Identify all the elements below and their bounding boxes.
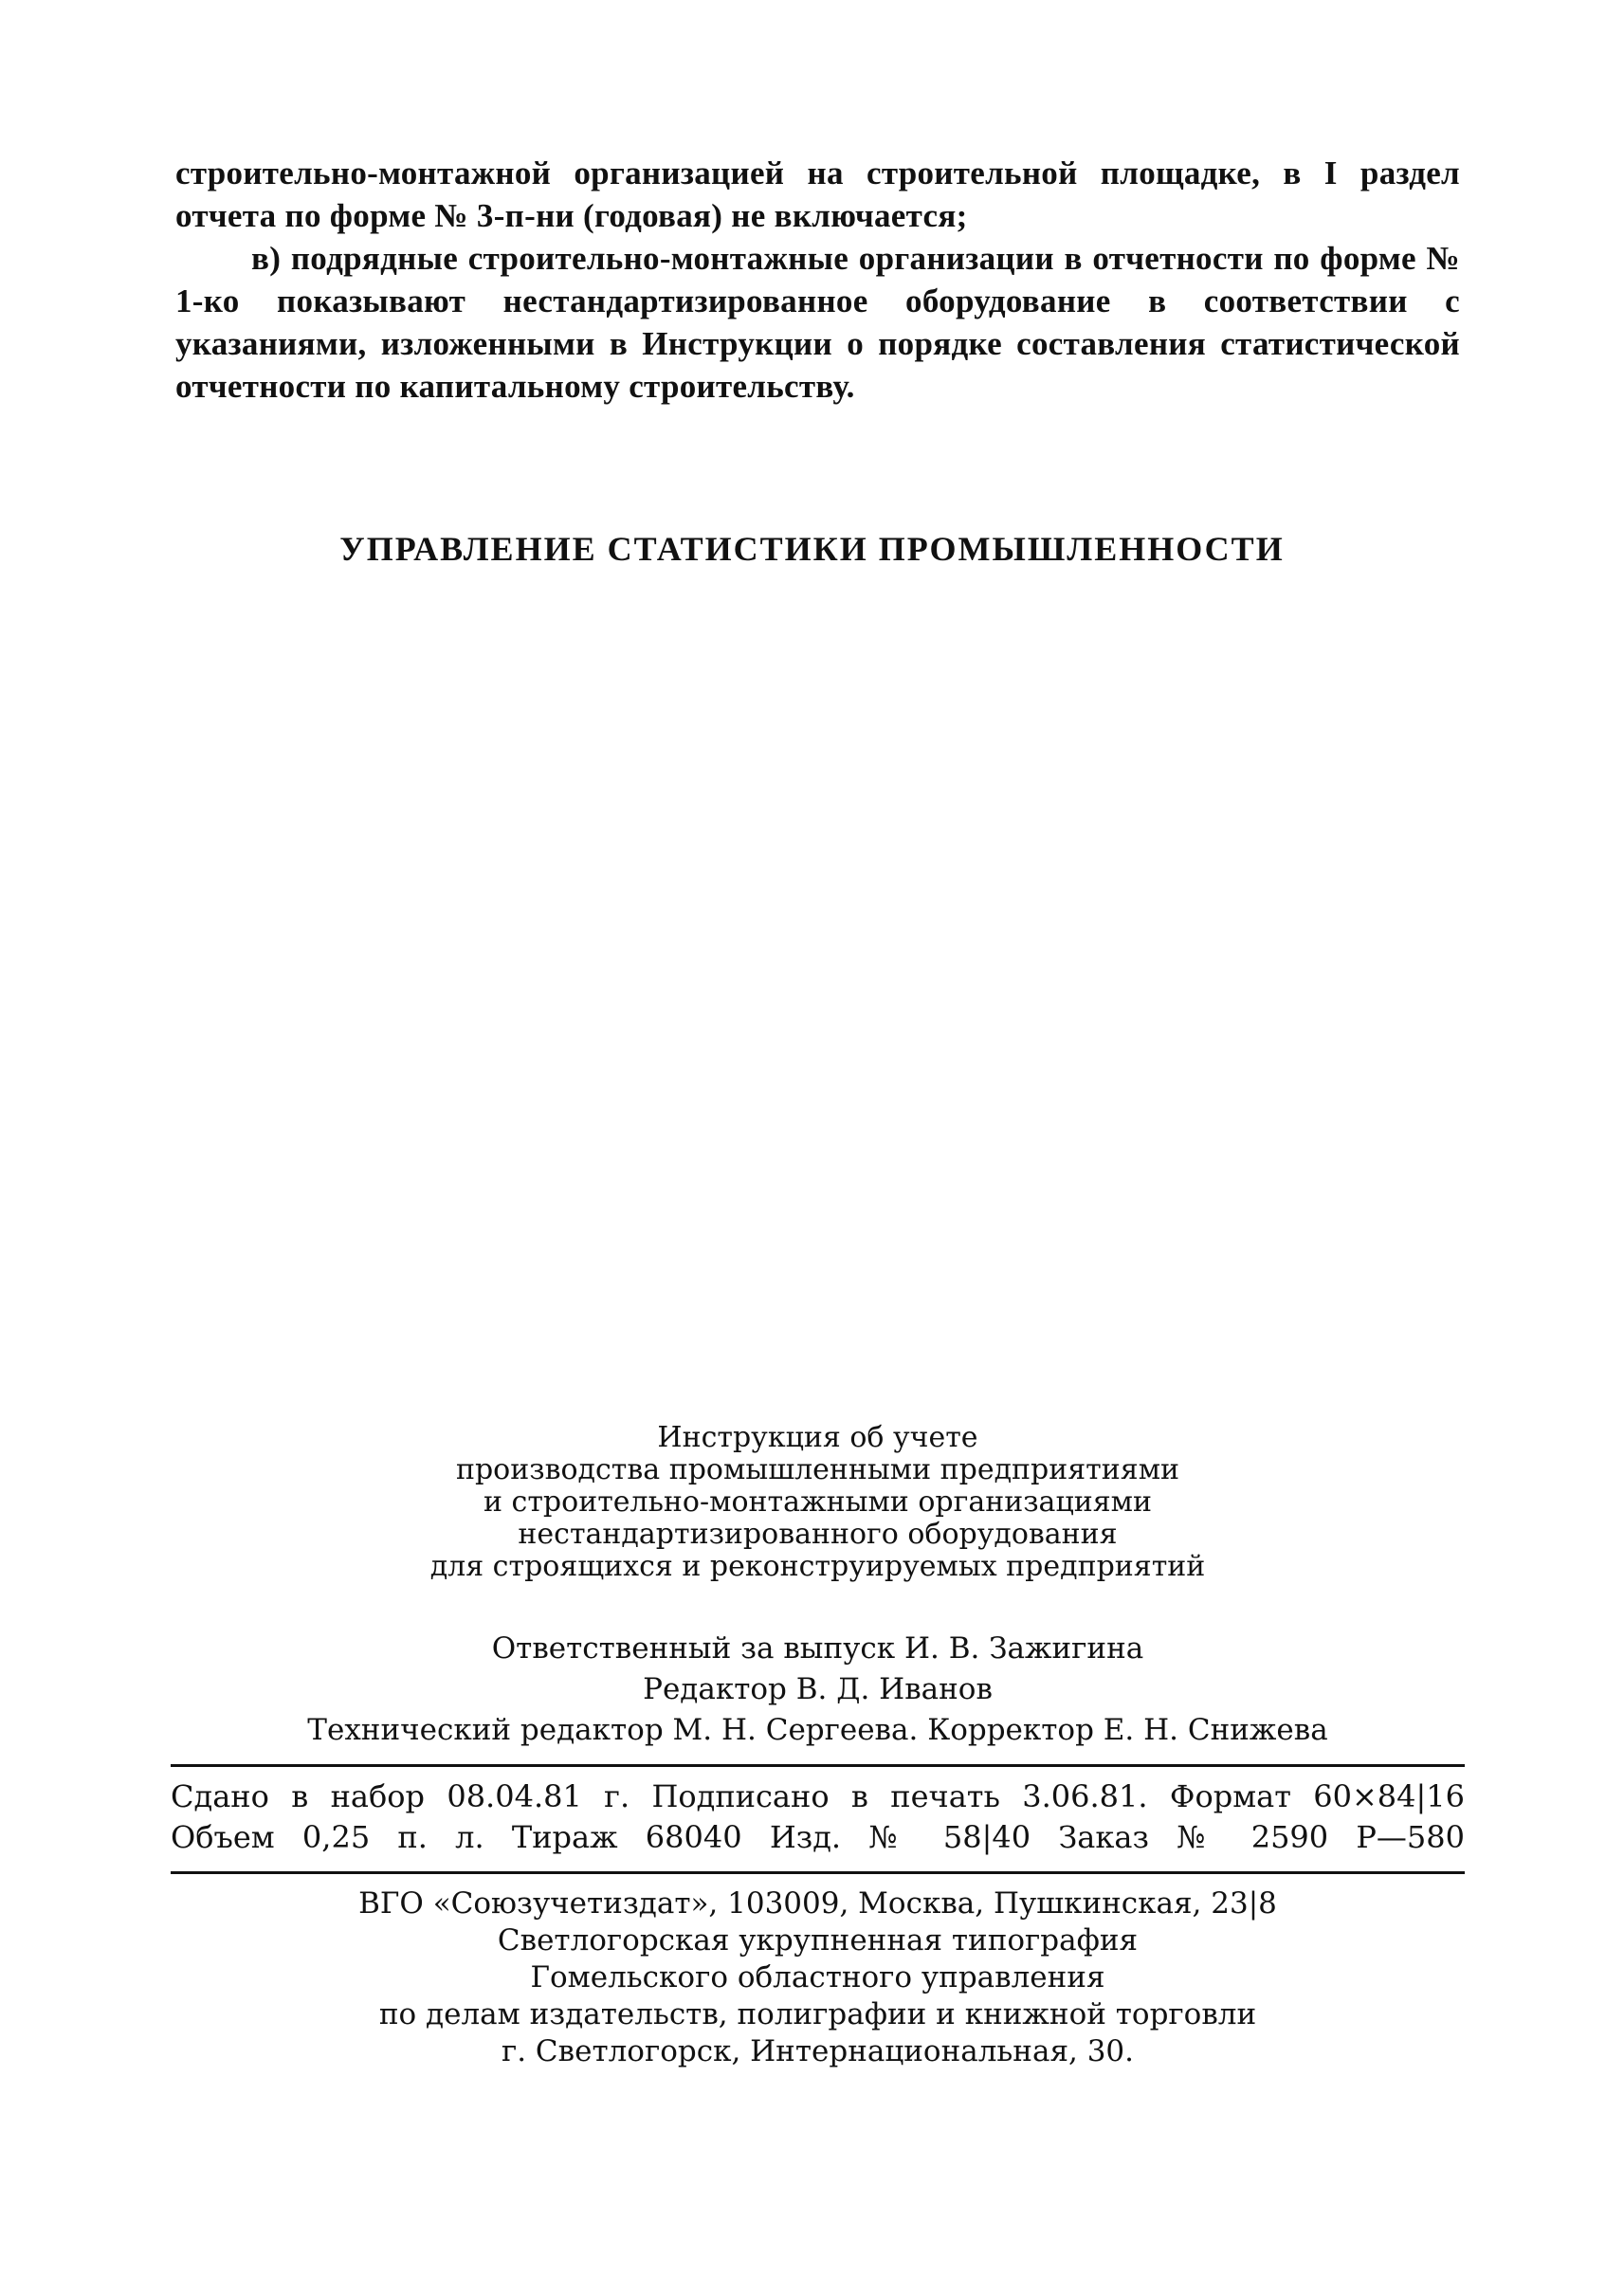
publisher-line-2: Светлогорская укрупненная типография — [497, 1923, 1139, 1958]
book-title — [171, 1422, 1465, 1583]
body-text — [175, 152, 1460, 408]
body-paragraph-2: в) подрядные строительно-монтажные организации в отчетности по форме № 1-ко показывают нестандартизированное оборудование в соответствии с указаниями, изложенными в Инструкции о порядке составления статистической отчетности по капитальному строительству. — [175, 240, 1460, 405]
section-heading: УПРАВЛЕНИЕ СТАТИСТИКИ ПРОМЫШЛЕННОСТИ — [339, 530, 1285, 568]
divider-rule-bottom — [171, 1871, 1465, 1874]
print-info-line-1: Сдано в набор 08.04.81 г. Подписано в печать 3.06.81. Формат 60×84|16 — [171, 1778, 1465, 1814]
book-title-line-1: Инструкция об учете — [657, 1421, 978, 1454]
colophon — [171, 1422, 1465, 2070]
print-info-line-2: Объем 0,25 п. л. Тираж 68040 Изд. № 58|40 Заказ № 2590 Р—580 — [171, 1819, 1465, 1855]
publisher-info — [171, 1885, 1465, 2070]
book-title-line-5: для строящихся и реконструируемых предприятий — [429, 1550, 1206, 1583]
credit-responsible: Ответственный за выпуск И. В. Зажигина — [491, 1631, 1144, 1666]
credits — [171, 1629, 1465, 1751]
publisher-line-1: ВГО «Союзучетиздат», 103009, Москва, Пушкинская, 23|8 — [358, 1886, 1277, 1921]
publisher-line-3: Гомельского областного управления — [530, 1960, 1105, 1994]
credit-editor: Редактор В. Д. Иванов — [643, 1672, 993, 1706]
publisher-line-5: г. Светлогорск, Интернациональная, 30. — [501, 2034, 1135, 2068]
body-paragraph-1: строительно-монтажной организацией на строительной площадке, в I раздел отчета по форме № 3-п-ни (годовая) не включается; — [175, 155, 1460, 234]
credit-tech-and-proof: Технический редактор М. Н. Сергеева. Корректор Е. Н. Снижева — [307, 1713, 1328, 1747]
book-title-line-3: и строительно-монтажными организациями — [484, 1485, 1152, 1519]
print-info — [171, 1776, 1465, 1858]
book-title-line-4: нестандартизированного оборудования — [518, 1518, 1118, 1551]
divider-rule-top — [171, 1764, 1465, 1767]
publisher-line-4: по делам издательств, полиграфии и книжной торговли — [378, 1997, 1257, 2031]
book-title-line-2: производства промышленными предприятиями — [455, 1453, 1180, 1486]
